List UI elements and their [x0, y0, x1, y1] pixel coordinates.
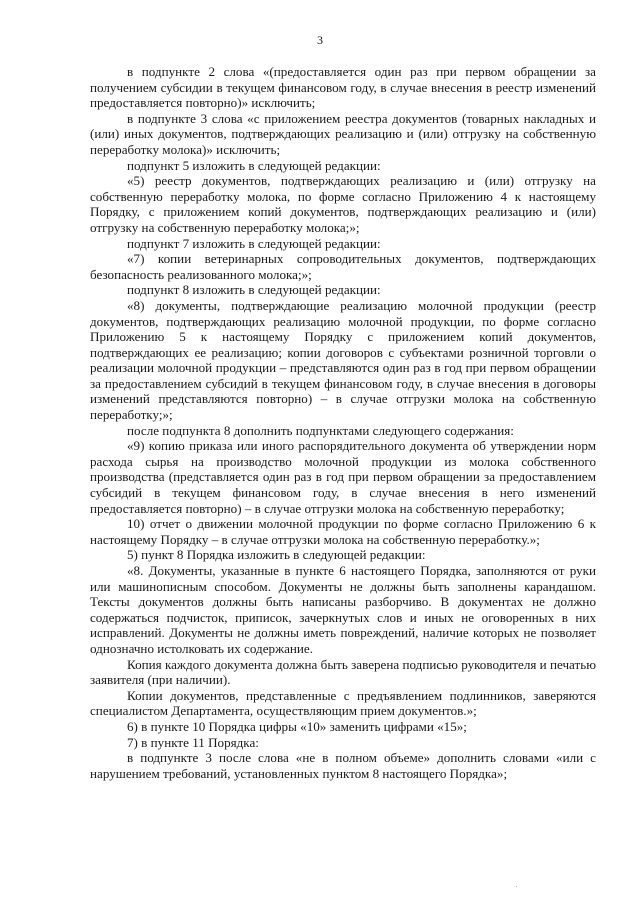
paragraph: «8. Документы, указанные в пункте 6 настоящего Порядка, заполняются от руки или машинописным способом. Документы не должны быть заполнены карандашом. Тексты документов должны быть написаны разборчиво. В документах не должно содержаться подчисток, приписок, зачеркнутых слов и иных не оговоренных в них исправлений. Документы не должны иметь повреждений, наличие которых не позволяет однозначно истолковать их содержание.: [90, 563, 596, 656]
paragraph: подпункт 7 изложить в следующей редакции:: [127, 235, 381, 251]
paragraph: 5) пункт 8 Порядка изложить в следующей редакции:: [127, 547, 426, 563]
paragraph: 6) в пункте 10 Порядка цифры «10» заменить цифрами «15»;: [127, 718, 467, 734]
paragraph: в подпункте 2 слова «(предоставляется один раз при первом обращении за получением субсидии в текущем финансовом году, в случае внесения в реестр изменений предоставляется повторно)» исключить;: [90, 64, 596, 111]
paragraph: 7) в пункте 11 Порядка:: [127, 734, 259, 750]
paragraph: подпункт 5 изложить в следующей редакции:: [127, 157, 381, 173]
scan-speck: [516, 886, 517, 887]
paragraph: после подпункта 8 дополнить подпунктами следующего содержания:: [127, 422, 514, 438]
paragraph: «7) копии ветеринарных сопроводительных документов, подтверждающих безопасность реализованного молока;»;: [90, 251, 596, 282]
page-number: 3: [317, 33, 323, 47]
document-body: [90, 64, 596, 781]
paragraph: «9) копию приказа или иного распорядительного документа об утверждении норм расхода сырья на производство молочной продукции из молока собственного производства (представляется один раз в год при первом обращении за предоставлением субсидий в текущем финансовом году, в случае внесения в него изменений предоставляется повторно) – в случае отгрузки молока на собственную переработку;: [90, 438, 596, 516]
paragraph: Копия каждого документа должна быть заверена подписью руководителя и печатью заявителя (при наличии).: [90, 656, 596, 688]
paragraph: подпункт 8 изложить в следующей редакции:: [127, 282, 381, 298]
paragraph: в подпункте 3 слова «с приложением реестра документов (товарных накладных и (или) иных документов, подтверждающих реализацию и (или) отгрузку на собственную переработку молока)» исключить;: [90, 110, 596, 157]
paragraph: Копии документов, представленные с предъявлением подлинников, заверяются специалистом Департамента, осуществляющим прием документов.»;: [90, 687, 596, 719]
paragraph: в подпункте 3 после слова «не в полном объеме» дополнить словами «или с нарушением требований, установленных пунктом 8 настоящего Порядка»;: [90, 750, 596, 781]
paragraph: «8) документы, подтверждающие реализацию молочной продукции (реестр документов, подтверждающих реализацию молочной продукции, по форме согласно Приложению 5 к настоящему Порядку с приложением копий документов, подтверждающих ее реализацию; копии договоров с субъектами розничной торговли о реализации молочной продукции – представляются один раз в год при первом обращении за предоставлением субсидий в текущем финансовом году, в случае внесения в договоры изменений представляются повторно) – в случае отгрузки молока на собственную переработку;»;: [90, 297, 596, 423]
paragraph: «5) реестр документов, подтверждающих реализацию и (или) отгрузку на собственную переработку молока, по форме согласно Приложению 4 к настоящему Порядку, с приложением копий документов, подтверждающих реализацию и (или) отгрузку на собственную переработку молока;»;: [90, 173, 596, 235]
paragraph: 10) отчет о движении молочной продукции по форме согласно Приложению 6 к настоящему Порядку – в случае отгрузки молока на собственную переработку.»;: [90, 516, 596, 547]
